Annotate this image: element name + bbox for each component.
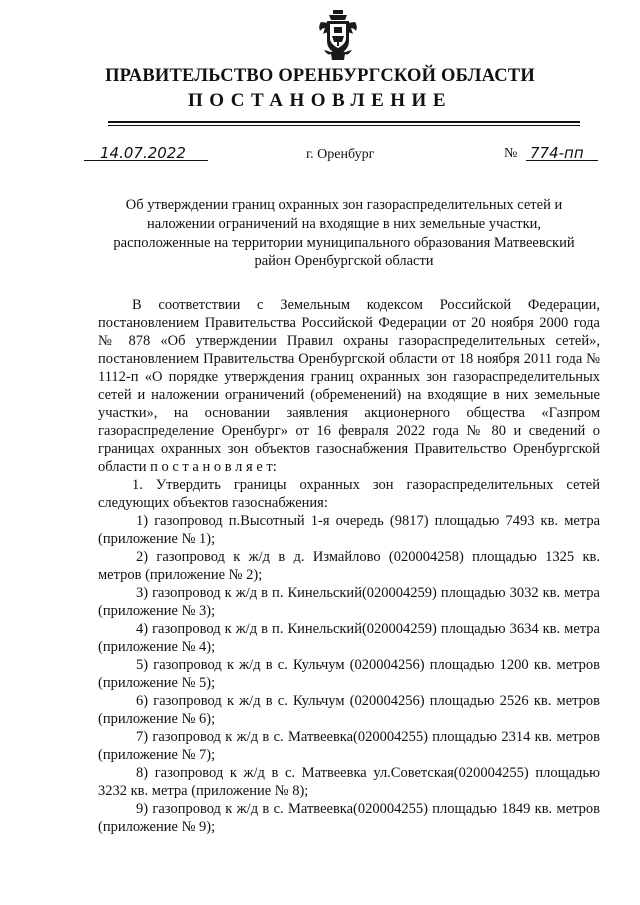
date-handwritten: 14.07.2022 bbox=[100, 144, 186, 162]
document-body bbox=[98, 296, 600, 836]
header-divider-thin bbox=[108, 125, 580, 126]
number-label: № bbox=[504, 146, 518, 161]
date-underline bbox=[84, 160, 208, 161]
list-item: 9) газопровод к ж/д в с. Матвеевка(020004255) площадью 1849 кв. метров (приложение № 9); bbox=[98, 801, 600, 835]
list-item: 6) газопровод к ж/д в с. Кульчум (020004256) площадью 2526 кв. метров (приложение № 6); bbox=[98, 693, 600, 727]
list-item: 7) газопровод к ж/д в с. Матвеевка(020004255) площадью 2314 кв. метров (приложение № 7); bbox=[98, 729, 600, 763]
point-1-paragraph: 1. Утвердить границы охранных зон газораспределительных сетей следующих объектов газоснабжения: bbox=[98, 477, 600, 511]
list-item: 2) газопровод к ж/д в д. Измайлово (020004258) площадью 1325 кв. метров (приложение № 2); bbox=[98, 549, 600, 583]
document-type-heading: ПОСТАНОВЛЕНИЕ bbox=[187, 90, 453, 111]
document-title: Об утверждении границ охранных зон газораспределительных сетей и наложении ограничений на входящие в них земельные участки, расположенные на территории муниципального образования Матвеевский район Оренбургской области bbox=[113, 197, 575, 270]
document-city: г. Оренбург bbox=[306, 147, 375, 162]
number-handwritten: 774-пп bbox=[530, 144, 584, 162]
header-divider-thick bbox=[108, 121, 580, 123]
list-item: 3) газопровод к ж/д в п. Кинельский(020004259) площадью 3032 кв. метра (приложение № 3); bbox=[98, 585, 600, 619]
list-item: 5) газопровод к ж/д в с. Кульчум (020004256) площадью 1200 кв. метров (приложение № 5); bbox=[98, 657, 600, 691]
list-item: 1) газопровод п.Высотный 1-я очередь (9817) площадью 7493 кв. метра (приложение № 1); bbox=[98, 513, 600, 547]
list-item: 4) газопровод к ж/д в п. Кинельский(020004259) площадью 3634 кв. метра (приложение № 4); bbox=[98, 621, 600, 655]
number-underline bbox=[526, 160, 598, 161]
list-item: 8) газопровод к ж/д в с. Матвеевка ул.Советская(020004255) площадью 3232 кв. метра (приложение № 8); bbox=[98, 765, 600, 799]
government-name-heading: ПРАВИТЕЛЬСТВО ОРЕНБУРГСКОЙ ОБЛАСТИ bbox=[105, 66, 535, 86]
intro-paragraph: В соответствии с Земельным кодексом Российской Федерации, постановлением Правительства Российской Федерации от 20 ноября 2000 года № 878 «Об утверждении Правил охраны газораспределительных сетей», постановлением Правительства Оренбургской области от 18 ноября 2011 года № 1112-п «О порядке утверждения границ охранных зон газораспределительных сетей и наложении ограничений (обременений) на входящие в них земельные участки», на основании заявления акционерного общества «Газпром газораспределение Оренбург» от 16 февраля 2022 года № 80 и сведений о границах охранных зон объектов газоснабжения Правительство Оренбургской области п о с т а н о в л я е т: bbox=[98, 297, 600, 475]
coat-of-arms-emblem bbox=[318, 10, 358, 62]
